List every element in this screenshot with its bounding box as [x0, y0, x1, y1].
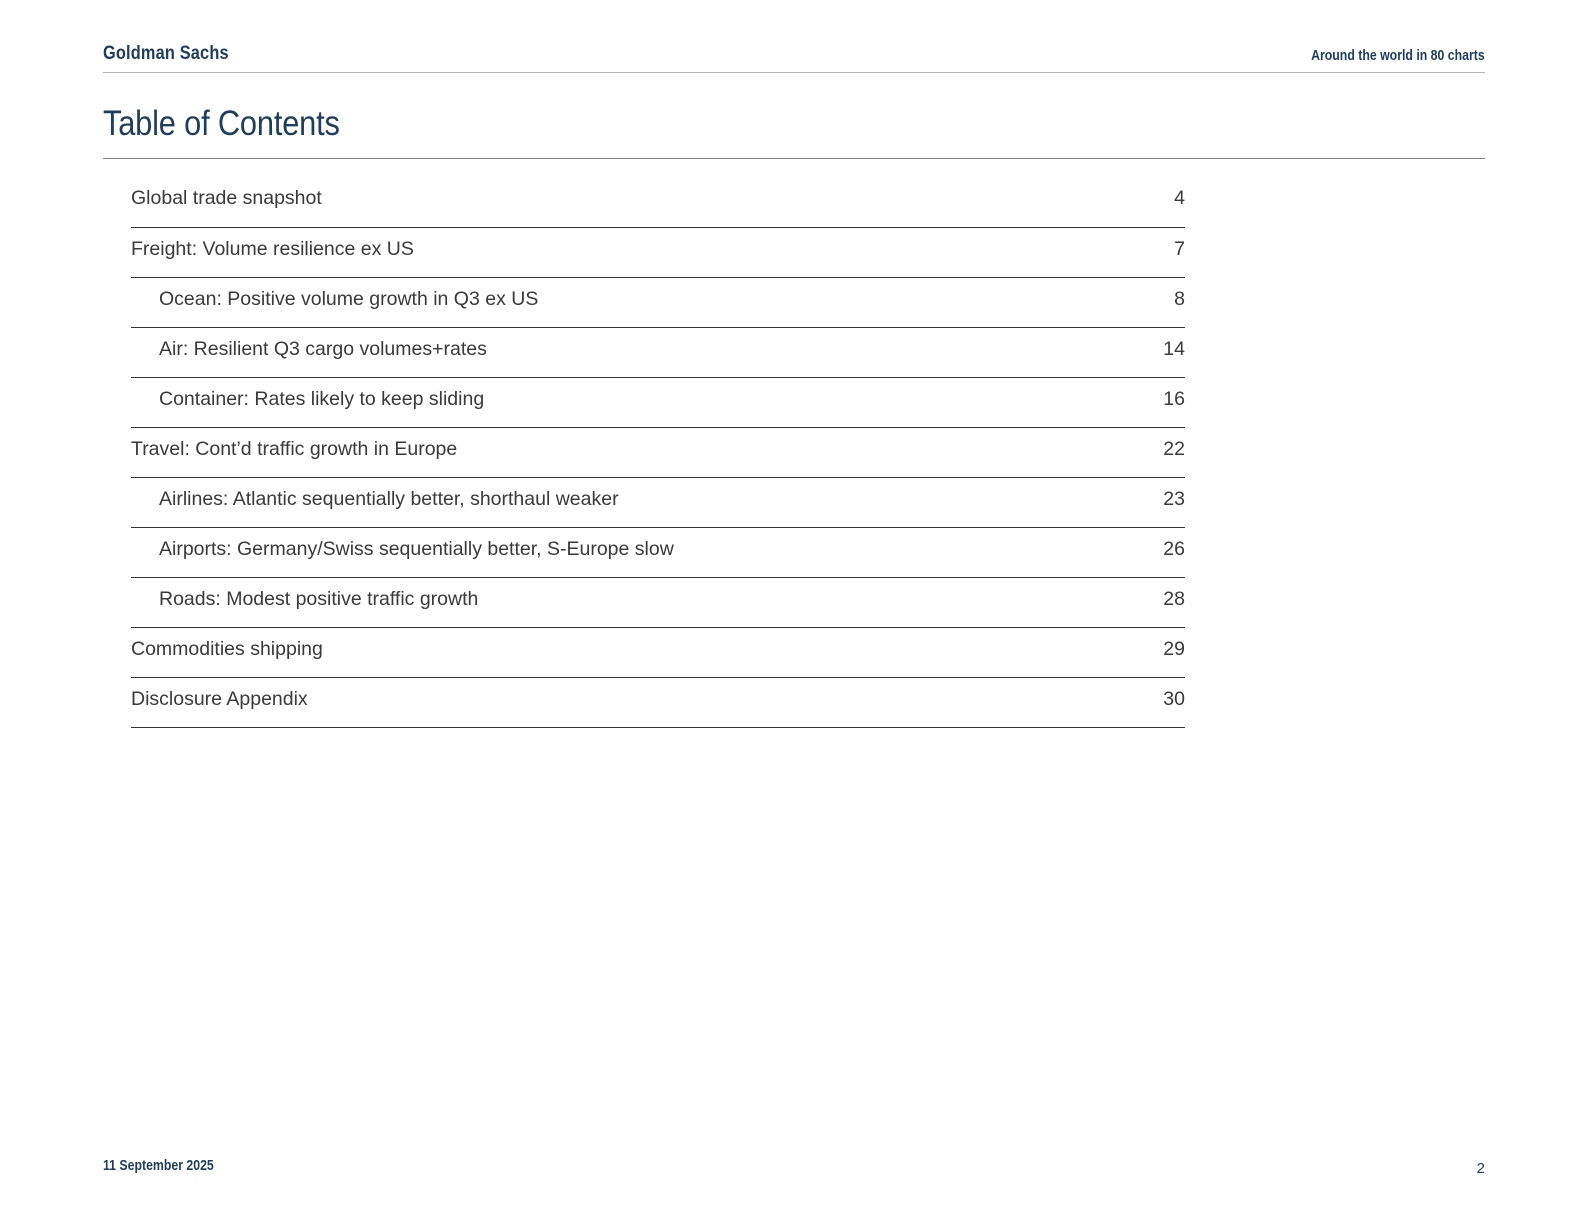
toc-entry-page: 16	[1163, 388, 1185, 410]
toc-entry-label: Airlines: Atlantic sequentially better, shorthaul weaker	[159, 488, 619, 510]
toc-entry-airports[interactable]	[131, 528, 1185, 578]
toc-list	[131, 177, 1185, 728]
toc-entry-page: 8	[1174, 288, 1185, 310]
toc-entry-label: Global trade snapshot	[131, 187, 322, 209]
toc-entry-page: 29	[1163, 638, 1185, 660]
toc-entry-page: 28	[1163, 588, 1185, 610]
report-title: Around the world in 80 charts	[1311, 47, 1485, 64]
toc-entry-disclosure-appendix[interactable]	[131, 678, 1185, 728]
toc-entry-ocean[interactable]	[131, 278, 1185, 328]
toc-entry-container[interactable]	[131, 378, 1185, 428]
toc-entry-global-trade-snapshot[interactable]	[131, 177, 1185, 228]
toc-entry-page: 14	[1163, 338, 1185, 360]
footer-page-number: 2	[1476, 1160, 1485, 1177]
toc-entry-commodities-shipping[interactable]	[131, 628, 1185, 678]
toc-entry-label: Freight: Volume resilience ex US	[131, 238, 414, 260]
toc-entry-roads[interactable]	[131, 578, 1185, 628]
toc-entry-page: 30	[1163, 688, 1185, 710]
toc-entry-page: 23	[1163, 488, 1185, 510]
toc-entry-label: Travel: Cont’d traffic growth in Europe	[131, 438, 458, 460]
footer-date: 11 September 2025	[103, 1157, 214, 1174]
toc-entry-label: Airports: Germany/Swiss sequentially better, S-Europe slow	[159, 538, 674, 560]
toc-heading: Table of Contents	[103, 104, 340, 143]
page-header	[103, 40, 1485, 73]
toc-entry-page: 4	[1174, 187, 1185, 209]
toc-entry-page: 22	[1163, 438, 1185, 460]
toc-entry-freight[interactable]	[131, 228, 1185, 278]
toc-entry-page: 7	[1174, 238, 1185, 260]
toc-entry-airlines[interactable]	[131, 478, 1185, 528]
toc-entry-label: Ocean: Positive volume growth in Q3 ex US	[159, 288, 539, 310]
toc-entry-label: Air: Resilient Q3 cargo volumes+rates	[159, 338, 487, 360]
toc-entry-label: Roads: Modest positive traffic growth	[159, 588, 479, 610]
toc-entry-travel[interactable]	[131, 428, 1185, 478]
brand-name: Goldman Sachs	[103, 43, 229, 64]
toc-entry-page: 26	[1163, 538, 1185, 560]
toc-heading-section	[103, 104, 1485, 159]
toc-entry-label: Container: Rates likely to keep sliding	[159, 388, 485, 410]
toc-entry-label: Commodities shipping	[131, 638, 323, 660]
toc-entry-label: Disclosure Appendix	[131, 688, 308, 710]
toc-entry-air[interactable]	[131, 328, 1185, 378]
